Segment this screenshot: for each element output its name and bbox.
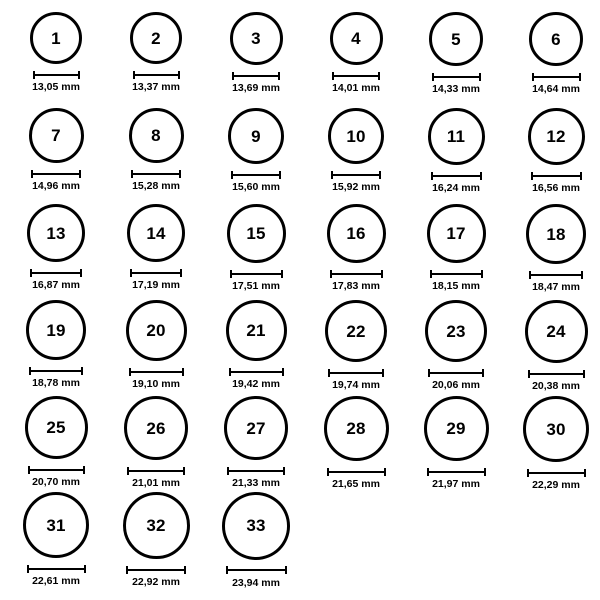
ring-size-cell (306, 396, 406, 492)
ring-size-number: 33 (246, 516, 266, 536)
measure-bar-line (532, 73, 581, 81)
ring-diameter-label: 16,24 mm (432, 182, 480, 194)
ring-size-cell (106, 12, 206, 108)
diameter-measure-bar (27, 564, 86, 573)
ring-size-number: 19 (46, 320, 66, 340)
ring-size-number: 15 (246, 224, 266, 243)
ring-circle (26, 300, 86, 360)
ring-diameter-label: 20,06 mm (432, 379, 480, 391)
ring-circle (525, 300, 588, 363)
ring-circle (129, 108, 184, 163)
ring-diameter-label: 16,87 mm (32, 279, 80, 291)
ring-diameter-label: 22,61 mm (32, 575, 80, 587)
ring-circle (227, 204, 286, 263)
diameter-measure-bar (430, 269, 483, 278)
ring-circle (130, 12, 182, 64)
ring-size-number: 29 (446, 419, 466, 438)
ring-size-cell (106, 396, 206, 492)
diameter-measure-bar (427, 467, 486, 476)
measure-bar-line (27, 565, 86, 573)
ring-size-number: 7 (51, 126, 61, 145)
ring-size-cell (106, 204, 206, 300)
ring-size-number: 25 (46, 418, 66, 437)
ring-size-number: 3 (251, 29, 261, 48)
ring-size-cell (6, 492, 106, 588)
ring-diameter-label: 14,33 mm (432, 83, 480, 95)
ring-circle (127, 204, 185, 262)
ring-size-cell (506, 204, 600, 300)
measure-bar-line (33, 71, 80, 79)
measure-bar-line (327, 468, 386, 476)
measure-bar-line (527, 469, 586, 477)
ring-size-number: 32 (146, 516, 166, 535)
ring-circle (27, 204, 85, 262)
ring-size-cell (106, 108, 206, 204)
diameter-measure-bar (431, 171, 482, 180)
ring-circle (126, 300, 187, 361)
ring-size-cell (406, 300, 506, 396)
diameter-measure-bar (33, 70, 80, 79)
ring-circle (529, 12, 583, 66)
ring-diameter-label: 20,38 mm (532, 380, 580, 392)
diameter-measure-bar (129, 367, 184, 376)
ring-size-cell (206, 300, 306, 396)
ring-diameter-label: 21,33 mm (232, 477, 280, 489)
diameter-measure-bar (531, 171, 582, 180)
ring-diameter-label: 15,92 mm (332, 181, 380, 193)
ring-diameter-label: 18,15 mm (432, 280, 480, 292)
ring-size-number: 12 (546, 127, 566, 146)
ring-circle (325, 300, 387, 362)
measure-bar-line (28, 466, 85, 474)
ring-size-cell (406, 108, 506, 204)
diameter-measure-bar (230, 269, 283, 278)
ring-diameter-label: 18,47 mm (532, 281, 580, 293)
ring-diameter-label: 13,37 mm (132, 81, 180, 93)
ring-size-cell (206, 492, 306, 588)
ring-size-cell (406, 204, 506, 300)
ring-size-cell (406, 12, 506, 108)
ring-diameter-label: 17,51 mm (232, 280, 280, 292)
ring-circle (330, 12, 383, 65)
ring-size-number: 26 (146, 418, 166, 438)
ring-circle (526, 204, 586, 264)
ring-diameter-label: 18,78 mm (32, 377, 80, 389)
ring-circle (324, 396, 389, 461)
ring-circle (230, 12, 283, 65)
ring-circle (222, 492, 290, 560)
ring-size-cell (506, 108, 600, 204)
ring-size-number: 22 (346, 321, 366, 341)
measure-bar-line (227, 467, 285, 475)
ring-diameter-label: 21,97 mm (432, 478, 480, 490)
ring-circle (425, 300, 487, 362)
ring-size-number: 4 (351, 29, 361, 48)
ring-circle (25, 396, 88, 459)
ring-size-cell (6, 12, 106, 108)
diameter-measure-bar (428, 368, 484, 377)
ring-size-number: 8 (151, 126, 161, 145)
measure-bar-line (31, 170, 81, 178)
ring-size-cell (206, 12, 306, 108)
ring-size-number: 2 (151, 28, 161, 48)
ring-size-cell (6, 300, 106, 396)
ring-size-number: 6 (551, 29, 561, 49)
ring-size-number: 5 (451, 29, 461, 49)
diameter-measure-bar (532, 72, 581, 81)
measure-bar-line (427, 468, 486, 476)
diameter-measure-bar (133, 70, 180, 79)
ring-size-cell (306, 204, 406, 300)
measure-bar-line (133, 71, 180, 79)
measure-bar-line (529, 271, 583, 279)
measure-bar-line (232, 72, 280, 80)
ring-size-cell (506, 396, 600, 492)
diameter-measure-bar (30, 268, 82, 277)
ring-size-number: 31 (46, 515, 66, 535)
ring-size-number: 30 (546, 419, 566, 439)
ring-size-cell (306, 12, 406, 108)
ring-size-number: 9 (251, 126, 261, 146)
measure-bar-line (331, 171, 381, 179)
ring-size-cell (506, 12, 600, 108)
diameter-measure-bar (332, 71, 380, 80)
ring-size-number: 23 (446, 321, 466, 341)
diameter-measure-bar (330, 269, 383, 278)
ring-circle (327, 204, 386, 263)
ring-size-cell (106, 492, 206, 588)
ring-circle (428, 108, 485, 165)
ring-size-cell (306, 108, 406, 204)
measure-bar-line (432, 73, 481, 81)
ring-circle (427, 204, 486, 263)
ring-size-cell (6, 396, 106, 492)
ring-circle (523, 396, 589, 462)
ring-circle (29, 108, 84, 163)
ring-circle (30, 12, 82, 64)
ring-diameter-label: 22,29 mm (532, 479, 580, 491)
ring-grid (6, 12, 594, 588)
ring-diameter-label: 19,42 mm (232, 378, 280, 390)
diameter-measure-bar (229, 367, 284, 376)
diameter-measure-bar (126, 565, 186, 574)
ring-size-number: 11 (446, 127, 466, 146)
ring-diameter-label: 21,65 mm (332, 478, 380, 490)
ring-size-number: 1 (51, 28, 61, 48)
ring-circle (228, 108, 284, 164)
diameter-measure-bar (328, 368, 384, 377)
measure-bar-line (430, 270, 483, 278)
measure-bar-line (127, 467, 185, 475)
measure-bar-line (29, 367, 83, 375)
ring-size-cell (506, 300, 600, 396)
measure-bar-line (528, 370, 585, 378)
diameter-measure-bar (29, 366, 83, 375)
measure-bar-line (332, 72, 380, 80)
measure-bar-line (330, 270, 383, 278)
ring-size-number: 10 (346, 126, 366, 146)
measure-bar-line (231, 171, 281, 179)
diameter-measure-bar (131, 169, 181, 178)
diameter-measure-bar (130, 268, 182, 277)
ring-diameter-label: 17,19 mm (132, 279, 180, 291)
diameter-measure-bar (226, 566, 287, 575)
ring-circle (224, 396, 288, 460)
ring-circle (528, 108, 585, 165)
diameter-measure-bar (28, 465, 85, 474)
ring-size-number: 18 (546, 224, 566, 244)
measure-bar-line (531, 172, 582, 180)
ring-size-number: 16 (346, 224, 366, 243)
ring-diameter-label: 13,05 mm (32, 81, 80, 93)
ring-size-number: 21 (246, 321, 266, 340)
ring-size-cell (106, 300, 206, 396)
measure-bar-line (129, 368, 184, 376)
ring-diameter-label: 20,70 mm (32, 476, 80, 488)
measure-bar-line (130, 269, 182, 277)
ring-circle (23, 492, 89, 558)
diameter-measure-bar (432, 72, 481, 81)
ring-diameter-label: 13,69 mm (232, 82, 280, 94)
ring-diameter-label: 19,74 mm (332, 379, 380, 391)
measure-bar-line (428, 369, 484, 377)
diameter-measure-bar (227, 466, 285, 475)
ring-size-number: 24 (546, 322, 566, 341)
measure-bar-line (328, 369, 384, 377)
measure-bar-line (131, 170, 181, 178)
ring-diameter-label: 22,92 mm (132, 576, 180, 588)
ring-diameter-label: 16,56 mm (532, 182, 580, 194)
ring-diameter-label: 21,01 mm (132, 477, 180, 489)
measure-bar-line (226, 566, 287, 574)
ring-size-number: 20 (146, 321, 166, 340)
ring-size-number: 13 (46, 223, 66, 243)
ring-diameter-label: 19,10 mm (132, 378, 180, 390)
ring-size-cell (6, 108, 106, 204)
diameter-measure-bar (127, 466, 185, 475)
ring-size-cell (6, 204, 106, 300)
ring-diameter-label: 14,01 mm (332, 82, 380, 94)
diameter-measure-bar (529, 270, 583, 279)
ring-size-cell (206, 204, 306, 300)
ring-circle (124, 396, 188, 460)
ring-size-cell (206, 108, 306, 204)
ring-circle (429, 12, 483, 66)
ring-diameter-label: 15,28 mm (132, 180, 180, 192)
measure-bar-line (431, 172, 482, 180)
ring-circle (123, 492, 190, 559)
ring-diameter-label: 14,64 mm (532, 83, 580, 95)
measure-bar-line (229, 368, 284, 376)
ring-circle (328, 108, 384, 164)
ring-size-number: 17 (446, 224, 466, 243)
ring-diameter-label: 14,96 mm (32, 180, 80, 192)
ring-size-number: 14 (146, 223, 166, 243)
ring-size-cell (206, 396, 306, 492)
ring-circle (226, 300, 287, 361)
diameter-measure-bar (327, 467, 386, 476)
ring-diameter-label: 17,83 mm (332, 280, 380, 292)
diameter-measure-bar (232, 71, 280, 80)
ring-circle (424, 396, 489, 461)
ring-size-number: 28 (346, 419, 366, 438)
measure-bar-line (230, 270, 283, 278)
diameter-measure-bar (231, 170, 281, 179)
ring-size-cell (306, 300, 406, 396)
ring-size-number: 27 (246, 418, 266, 438)
ring-diameter-label: 15,60 mm (232, 181, 280, 193)
ring-size-cell (406, 396, 506, 492)
measure-bar-line (30, 269, 82, 277)
ring-diameter-label: 23,94 mm (232, 576, 280, 589)
diameter-measure-bar (331, 170, 381, 179)
diameter-measure-bar (528, 369, 585, 378)
measure-bar-line (126, 566, 186, 574)
diameter-measure-bar (527, 468, 586, 477)
diameter-measure-bar (31, 169, 81, 178)
